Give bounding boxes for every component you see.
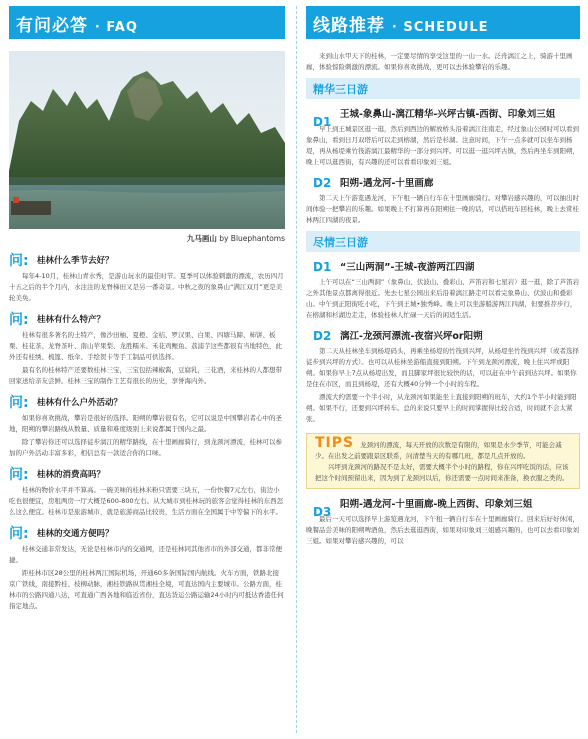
day-title: 阳朔-遇龙河-十里画廊-晚上西街、印象刘三姐 bbox=[340, 499, 533, 510]
schedule-header-title: 线路推荐 bbox=[313, 16, 385, 36]
faq-answer: 桂林的物价水平并不算高。一碗美味的桂林米粉只需要三块五，一份快餐7元左右，街边小吃也很便宜，房租两房一厅大概是600-800左右。从大城市到桂林玩的旅客会觉得桂林的东西怎么这么便宜。桂林市是旅游城市，就是旅游商品比较贵，生活方面在全国属于中等偏下的水平。 bbox=[9, 486, 284, 516]
day-label: D2 bbox=[313, 329, 332, 343]
karst-landscape-photo bbox=[9, 51, 285, 229]
photo-credit bbox=[9, 233, 285, 245]
faq-answer: 距桂林市区28公里的桂林两江国际机场，开通60多条国际国内航线。火车方面，铁路北接京广铁线，南接黔桂、枝柳动脉，湘桂铁路纵贯湘桂全境，可直达国内主要城市。公路方面，桂林市的公路四通八达，可直通广西各地和临近省份，直达货运公路运输24小时内可抵达香港任何指定地点。 bbox=[9, 569, 284, 610]
day-title: “三山两洞”-王城-夜游两江四湖 bbox=[340, 262, 475, 273]
schedule-header-en: · SCHEDULE bbox=[391, 20, 489, 35]
column-divider bbox=[296, 6, 297, 733]
schedule-header bbox=[306, 6, 580, 39]
faq-item bbox=[9, 524, 285, 612]
day-label: D2 bbox=[313, 176, 332, 190]
faq-question: 桂林的消费高吗？ bbox=[37, 470, 106, 480]
faq-question: 桂林的交通方便吗？ bbox=[37, 529, 114, 539]
day-text: 漂流大约需要一个半小时，从龙颈河如果能坐上直接到阳朔的班车，大约1个半小时能到阳朔。如果不行，还要到兴坪转车。总的来说只要早上的时间掌握得比较合适，时间就不会太紧张。 bbox=[306, 393, 577, 423]
day-title: 王城-象鼻山-漓江精华-兴坪古镇-西街、印象刘三姐 bbox=[340, 109, 556, 120]
tips-text: 龙颈河的漂流，每天开放的次数是有限的，如果是水少季节，可能会减少。在出发之前要跟景区联系，问清楚当天的有哪几班，都是几点开放的。 bbox=[315, 441, 562, 460]
faq-answer: 除了攀岩你还可以选择徒步漓江的精华路线，在十里画廊骑行，到龙颈河漂流，桂林可以参加的户外活动丰富多彩，相信总有一款适合你的口味。 bbox=[9, 438, 282, 457]
faq-item bbox=[9, 465, 285, 518]
question-icon: 问: bbox=[9, 395, 29, 411]
faq-header bbox=[9, 6, 285, 39]
faq-item bbox=[9, 251, 285, 304]
faq-header-title: 有问必答 bbox=[16, 16, 88, 36]
plan-band bbox=[306, 231, 580, 252]
faq-question: 桂林有什么特产？ bbox=[37, 315, 106, 325]
schedule-column bbox=[306, 0, 580, 547]
day-text: 早上到王城景区逛一逛，然后到西边的解放桥头沿着漓江往南走，经过象山公园时可以看到象鼻山，看到日月双塔后可以走到榕湖，然后是杉湖。注意时间，下午一点多就可以坐车到杨堤，再从杨堤乘竹筏游漓江最精华的一部分到兴坪。可以逛一逛兴坪古镇，然后再坐车到阳朔，晚上可以逛西街，有兴趣的还可以看看印象刘三姐。 bbox=[306, 125, 579, 166]
plan-title: 尽情三日游 bbox=[313, 236, 368, 249]
faq-answer: 如果你喜欢挑战，攀岩是很好的选择。阳朔的攀岩很有名，它可以说是中国攀岩者心中的圣地，阳朔的攀岩路线从数量、质量和难度级别上来说都属于国内之最。 bbox=[9, 414, 282, 433]
day-label: D3 bbox=[313, 505, 332, 519]
plan-band bbox=[306, 78, 580, 99]
schedule-intro: 来到山水甲天下的桂林，一定要尽情的享受这里的一山一水。泛舟漓江之上，骑游十里画廊，体验惊险刺激的漂流。如果你喜欢挑战，更可以去体验攀岩的乐趣。 bbox=[306, 52, 573, 71]
photo-illustration bbox=[9, 51, 285, 229]
faq-answer: 每年4-10月，桂林山青水秀，是游山玩水的最佳时节。夏季可以体验刺激的漂流，农历四月十五之后的半个月内，水注注的龙脊梯田又是另一番奇景。中秋之夜的象鼻山“满江双月”更是美轮美奂。 bbox=[9, 272, 284, 302]
day-text: 上午可以在“三山两洞”（象鼻山、伏波山、叠彩山、芦笛岩和七星岩）逛一逛，除了芦笛岩之外其他景点都离得很近。先去七星公园出来后沿着漓江路走可以看完象鼻山、伏波山和叠彩山。中午到正阳街吃小吃，下午到王城•独秀峰。晚上可以坐游船游两江四湖，但要推荐步行，在榕湖和杉湖边走走，体验桂林人忙碌一天后的闲适生活。 bbox=[306, 278, 580, 319]
day-title: 漓江-龙颈河漂流-夜宿兴坪or阳朔 bbox=[340, 331, 483, 342]
tips-text: 兴坪到龙颈河的路况不是太好，需要大概半个小时的路程，你在兴坪吃饭的话，应该把这个时间预留出来，因为到了龙颈河以后，你还需要一点时间来准备，换衣服之类的。 bbox=[315, 463, 569, 482]
tips-label: TIPS bbox=[315, 435, 355, 451]
faq-answer: 最有名的桂林特产还要数桂林三宝，三宝包括辣椒酱，豆腐乳，三花酒，来桂林的人都想带回家送给亲友尝鲜。桂林三宝的制作工艺有很长的历史，享誉海内外。 bbox=[9, 366, 282, 385]
day-text: 第二天上午游览遇龙河，下午租一辆自行车在十里画廊骑行。对攀岩感兴趣的，可以抽出时间体验一把攀岩的乐趣。如果晚上不打算再在阳朔住一晚的话，可以搭班车回桂林，晚上去赏桂林两江四湖的夜景。 bbox=[306, 194, 579, 224]
day-heading bbox=[306, 329, 580, 344]
day-heading bbox=[306, 107, 580, 129]
day-text: 第二天从桂林坐车到杨堤码头，再乘坐杨堤的竹筏到兴坪，从杨堤坐竹筏到兴坪（或者选择徒步到兴坪的方式）。也可以从桂林坐游船直接到阳朔。下午到龙颈河漂流，晚上住兴坪或阳朔。如果你早上7点从杨堤出发，而且脚家坪很比较快的话，可以赶在中午前到达兴坪。如果你是住在市区，而且到杨堤，还有大概40分钟一个小时的车程。 bbox=[306, 347, 579, 388]
day-title: 阳朔-遇龙河-十里画廊 bbox=[340, 178, 434, 189]
question-icon: 问: bbox=[9, 312, 29, 328]
faq-answer: 桂林有很多著名的土特产，像沙田柚、夏橙、金桔、罗汉果、白果、四塘马蹄、柿饼、板栗、桂花茶、龙脊茶叶、南山苹果梨、龙胜糯米、禾花鸡鲤鱼、荔浦芋这些都很有当地特色，此外还有桂绣、梳篦、纸伞、手绘贺卡等手工制品可供选择。 bbox=[9, 331, 282, 361]
faq-answer: 桂林交通非常发达，无论是桂林市内的交通网，还是桂林同其他省市的外部交通，都非常便捷。 bbox=[9, 545, 282, 564]
question-icon: 问: bbox=[9, 253, 29, 269]
faq-header-en: · FAQ bbox=[94, 20, 138, 35]
day-heading bbox=[306, 176, 580, 191]
day-heading bbox=[306, 260, 580, 275]
faq-column bbox=[9, 0, 285, 612]
faq-question: 桂林有什么户外活动？ bbox=[37, 398, 123, 408]
day-heading bbox=[306, 497, 580, 519]
faq-item bbox=[9, 393, 285, 459]
day-text: 最后一天可以选择早上游览遇龙河，下午租一辆自行车在十里画廊骑行。回来后好好休闲，晚餐品尝美味的阳朔啤酒鱼，然后去逛逛西街，如果对印象刘三姐感兴趣的，也可以去看印象刘三姐。如果对攀岩感兴趣的，可以 bbox=[306, 515, 579, 545]
photo-credit-place: 九马画山 bbox=[186, 234, 217, 243]
faq-question: 桂林什么季节去好？ bbox=[37, 256, 114, 266]
plan-title: 精华三日游 bbox=[313, 83, 368, 96]
photo-credit-author: by Bluephantoms bbox=[216, 234, 285, 243]
tips-box bbox=[306, 433, 580, 489]
day-label: D1 bbox=[313, 115, 332, 129]
question-icon: 问: bbox=[9, 467, 29, 483]
day-label: D1 bbox=[313, 260, 332, 274]
question-icon: 问: bbox=[9, 526, 29, 542]
faq-item bbox=[9, 310, 285, 387]
